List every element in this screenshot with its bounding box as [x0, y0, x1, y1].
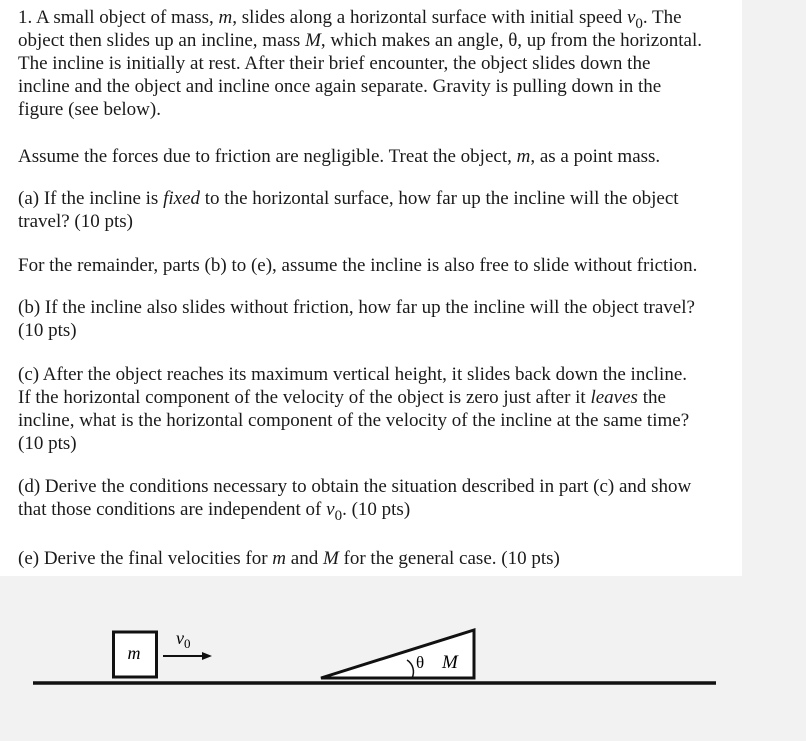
part-d: (d) Derive the conditions necessary to obtain the situation described in part (c) and show that those conditions are independent of $v_0$. (10 pts) [18, 476, 692, 524]
part-b: (b) If the incline also slides without friction, how far up the incline will the object travel? (10 pts) [18, 297, 695, 341]
part-c: (c) After the object reaches its maximum vertical height, it slides back down the incline. If the horizontal component of the velocity of the object is zero just after it leaves the incline, what is the horizontal component of the velocity of the incline at the same time? (10 pts) [18, 364, 690, 454]
part-a: (a) If the incline is fixed to the horizontal surface, how far up the incline will the object travel? (10 pts) [18, 188, 679, 232]
assumption-text: Assume the forces due to friction are negligible. Treat the object, m, as a point mass. [18, 146, 661, 167]
physics-figure [0, 600, 806, 741]
incline-label: M [442, 652, 458, 673]
velocity-label: $v_0$ [176, 628, 191, 651]
remainder-note: For the remainder, parts (b) to (e), assume the incline is also free to slide without friction. [18, 255, 698, 276]
v0-symbol: $v_0$ [326, 499, 343, 524]
part-e: (e) Derive the final velocities for m and M for the general case. (10 pts) [18, 548, 560, 569]
block-label: m [127, 643, 141, 663]
velocity-arrowhead [202, 652, 212, 660]
angle-label: θ [416, 653, 425, 672]
problem-intro: 1. A small object of mass, m, slides along a horizontal surface with initial speed $v_0$. The object then slides up an incline, mass M, which makes an angle, θ, up from the horizontal. The incline is initially at rest. After their brief encounter, the object slides down the incline and the object and incline once again separate. Gravity is pulling down in the figure (see below). [18, 7, 702, 120]
v0-symbol: $v_0$ [626, 7, 643, 32]
